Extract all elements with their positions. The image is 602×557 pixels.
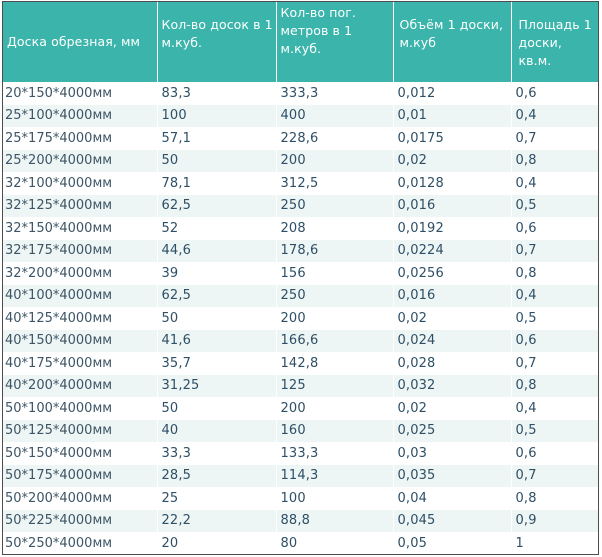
cell-board-area: 0,8 bbox=[511, 262, 599, 285]
header-row bbox=[3, 2, 599, 82]
cell-boards-per-m3: 50 bbox=[157, 307, 276, 330]
cell-board-area: 0,9 bbox=[511, 510, 599, 533]
table-row bbox=[3, 285, 599, 308]
cell-board-volume: 0,0192 bbox=[393, 217, 511, 240]
cell-linear-meters: 250 bbox=[276, 285, 393, 308]
cell-boards-per-m3: 50 bbox=[157, 150, 276, 173]
cell-board-size: 40*125*4000мм bbox=[5, 310, 113, 326]
cell-boards-per-m3: 62,5 bbox=[157, 195, 276, 218]
cell-linear-meters: 114,3 bbox=[276, 465, 393, 488]
cell-linear-meters: 208 bbox=[276, 217, 393, 240]
table-row bbox=[3, 375, 599, 398]
cell-board-size: 40*200*4000мм bbox=[3, 375, 157, 398]
cell-board-size: 50*200*4000мм bbox=[5, 490, 113, 506]
cell-board-size: 50*225*4000мм bbox=[3, 510, 157, 533]
cell-board-area: 0,7 bbox=[511, 240, 599, 263]
cell-board-area: 0,5 bbox=[511, 195, 599, 218]
cell-linear-meters: 312,5 bbox=[276, 172, 393, 195]
cell-boards-per-m3: 57,1 bbox=[157, 127, 276, 150]
cell-board-size: 50*175*4000мм bbox=[3, 465, 157, 488]
cell-boards-per-m3: 44,6 bbox=[157, 240, 276, 263]
table-row bbox=[3, 487, 599, 510]
cell-board-area: 0,6 bbox=[511, 217, 599, 240]
table-row bbox=[3, 105, 599, 128]
table-row bbox=[3, 262, 599, 285]
cell-board-area: 0,6 bbox=[511, 442, 599, 465]
cell-board-area: 0,8 bbox=[511, 150, 599, 173]
table-row bbox=[3, 420, 599, 443]
cell-linear-meters: 100 bbox=[276, 487, 393, 510]
cell-linear-meters: 228,6 bbox=[276, 127, 393, 150]
cell-board-area: 0,5 bbox=[511, 307, 599, 330]
cell-boards-per-m3: 33,3 bbox=[157, 442, 276, 465]
cell-linear-meters: 125 bbox=[276, 375, 393, 398]
cell-board-volume: 0,024 bbox=[393, 330, 511, 353]
cell-board-size: 40*175*4000мм bbox=[5, 355, 113, 371]
header-board-size: Доска обрезная, мм bbox=[3, 2, 157, 82]
cell-board-size: 25*175*4000мм bbox=[5, 130, 113, 146]
header-linear-meters-per-m3: Кол-во пог. метров в 1 м.куб. bbox=[276, 2, 393, 82]
table-row bbox=[3, 195, 599, 218]
cell-linear-meters: 133,3 bbox=[276, 442, 393, 465]
table-row bbox=[3, 127, 599, 150]
cell-board-area: 0,5 bbox=[511, 420, 599, 443]
cell-board-volume: 0,016 bbox=[393, 195, 511, 218]
cell-boards-per-m3: 100 bbox=[157, 105, 276, 128]
cell-boards-per-m3: 83,3 bbox=[157, 82, 276, 105]
cell-board-volume: 0,045 bbox=[393, 510, 511, 533]
cell-board-area: 0,8 bbox=[511, 375, 599, 398]
cell-board-volume: 0,01 bbox=[393, 105, 511, 128]
table-row bbox=[3, 397, 599, 420]
cell-board-size: 40*150*4000мм bbox=[3, 330, 157, 353]
cell-linear-meters: 200 bbox=[276, 307, 393, 330]
cell-boards-per-m3: 35,7 bbox=[157, 352, 276, 375]
cell-board-area: 0,6 bbox=[511, 330, 599, 353]
cell-board-area: 0,4 bbox=[511, 172, 599, 195]
cell-linear-meters: 80 bbox=[276, 532, 393, 555]
cell-board-size: 32*150*4000мм bbox=[5, 220, 113, 236]
cell-linear-meters: 142,8 bbox=[276, 352, 393, 375]
cell-board-volume: 0,0224 bbox=[393, 240, 511, 263]
cell-board-volume: 0,016 bbox=[393, 285, 511, 308]
cell-board-volume: 0,02 bbox=[393, 307, 511, 330]
cell-boards-per-m3: 52 bbox=[157, 217, 276, 240]
lumber-table-frame bbox=[2, 1, 599, 555]
header-board-volume: Объём 1 доски, м.куб bbox=[393, 2, 511, 82]
cell-board-size: 20*150*4000мм bbox=[5, 85, 113, 101]
cell-boards-per-m3: 31,25 bbox=[157, 375, 276, 398]
table-body bbox=[3, 82, 599, 555]
cell-boards-per-m3: 39 bbox=[157, 262, 276, 285]
cell-board-area: 0,4 bbox=[511, 105, 599, 128]
cell-board-size: 32*100*4000мм bbox=[5, 175, 113, 191]
cell-linear-meters: 160 bbox=[276, 420, 393, 443]
cell-board-size: 25*100*4000мм bbox=[3, 105, 157, 128]
cell-boards-per-m3: 41,6 bbox=[157, 330, 276, 353]
cell-boards-per-m3: 62,5 bbox=[157, 285, 276, 308]
table-row bbox=[3, 532, 599, 555]
cell-board-volume: 0,028 bbox=[393, 352, 511, 375]
cell-board-volume: 0,02 bbox=[393, 397, 511, 420]
cell-boards-per-m3: 28,5 bbox=[157, 465, 276, 488]
cell-board-volume: 0,03 bbox=[393, 442, 511, 465]
table-row bbox=[3, 240, 599, 263]
cell-boards-per-m3: 78,1 bbox=[157, 172, 276, 195]
cell-linear-meters: 200 bbox=[276, 397, 393, 420]
cell-boards-per-m3: 25 bbox=[157, 487, 276, 510]
cell-board-volume: 0,012 bbox=[393, 82, 511, 105]
cell-board-volume: 0,0175 bbox=[393, 127, 511, 150]
table-row bbox=[3, 465, 599, 488]
cell-board-volume: 0,032 bbox=[393, 375, 511, 398]
cell-board-size: 50*250*4000мм bbox=[5, 535, 113, 551]
cell-linear-meters: 166,6 bbox=[276, 330, 393, 353]
cell-board-size: 32*200*4000мм bbox=[5, 265, 113, 281]
table-row bbox=[3, 217, 599, 240]
cell-boards-per-m3: 50 bbox=[157, 397, 276, 420]
cell-board-size: 25*200*4000мм bbox=[3, 150, 157, 173]
cell-boards-per-m3: 20 bbox=[157, 532, 276, 555]
cell-board-volume: 0,0256 bbox=[393, 262, 511, 285]
cell-board-size: 50*125*4000мм bbox=[3, 420, 157, 443]
cell-board-area: 0,6 bbox=[511, 82, 599, 105]
cell-board-size: 40*100*4000мм bbox=[3, 285, 157, 308]
cell-board-area: 0,7 bbox=[511, 352, 599, 375]
cell-board-volume: 0,04 bbox=[393, 487, 511, 510]
table-row bbox=[3, 352, 599, 375]
table-row bbox=[3, 307, 599, 330]
cell-board-size: 32*125*4000мм bbox=[3, 195, 157, 218]
table-row bbox=[3, 172, 599, 195]
cell-board-volume: 0,035 bbox=[393, 465, 511, 488]
cell-board-area: 0,4 bbox=[511, 285, 599, 308]
table-row bbox=[3, 330, 599, 353]
cell-board-volume: 0,0128 bbox=[393, 172, 511, 195]
table-row bbox=[3, 150, 599, 173]
cell-linear-meters: 200 bbox=[276, 150, 393, 173]
cell-boards-per-m3: 40 bbox=[157, 420, 276, 443]
header-board-area: Площадь 1 доски, кв.м. bbox=[511, 2, 599, 82]
cell-board-area: 1 bbox=[511, 532, 599, 555]
lumber-specs-table bbox=[3, 2, 599, 555]
table-row bbox=[3, 510, 599, 533]
header-boards-per-m3: Кол-во досок в 1 м.куб. bbox=[157, 2, 276, 82]
cell-board-volume: 0,02 bbox=[393, 150, 511, 173]
cell-linear-meters: 400 bbox=[276, 105, 393, 128]
cell-linear-meters: 333,3 bbox=[276, 82, 393, 105]
table-row bbox=[3, 82, 599, 105]
cell-board-area: 0,4 bbox=[511, 397, 599, 420]
cell-linear-meters: 178,6 bbox=[276, 240, 393, 263]
cell-board-volume: 0,05 bbox=[393, 532, 511, 555]
cell-board-area: 0,7 bbox=[511, 127, 599, 150]
cell-board-size: 50*150*4000мм bbox=[5, 445, 113, 461]
cell-board-size: 32*175*4000мм bbox=[3, 240, 157, 263]
table-header bbox=[3, 2, 599, 82]
cell-board-volume: 0,025 bbox=[393, 420, 511, 443]
cell-linear-meters: 88,8 bbox=[276, 510, 393, 533]
cell-linear-meters: 250 bbox=[276, 195, 393, 218]
cell-board-size: 50*100*4000мм bbox=[5, 400, 113, 416]
cell-board-area: 0,8 bbox=[511, 487, 599, 510]
table-row bbox=[3, 442, 599, 465]
cell-linear-meters: 156 bbox=[276, 262, 393, 285]
cell-board-area: 0,7 bbox=[511, 465, 599, 488]
cell-boards-per-m3: 22,2 bbox=[157, 510, 276, 533]
